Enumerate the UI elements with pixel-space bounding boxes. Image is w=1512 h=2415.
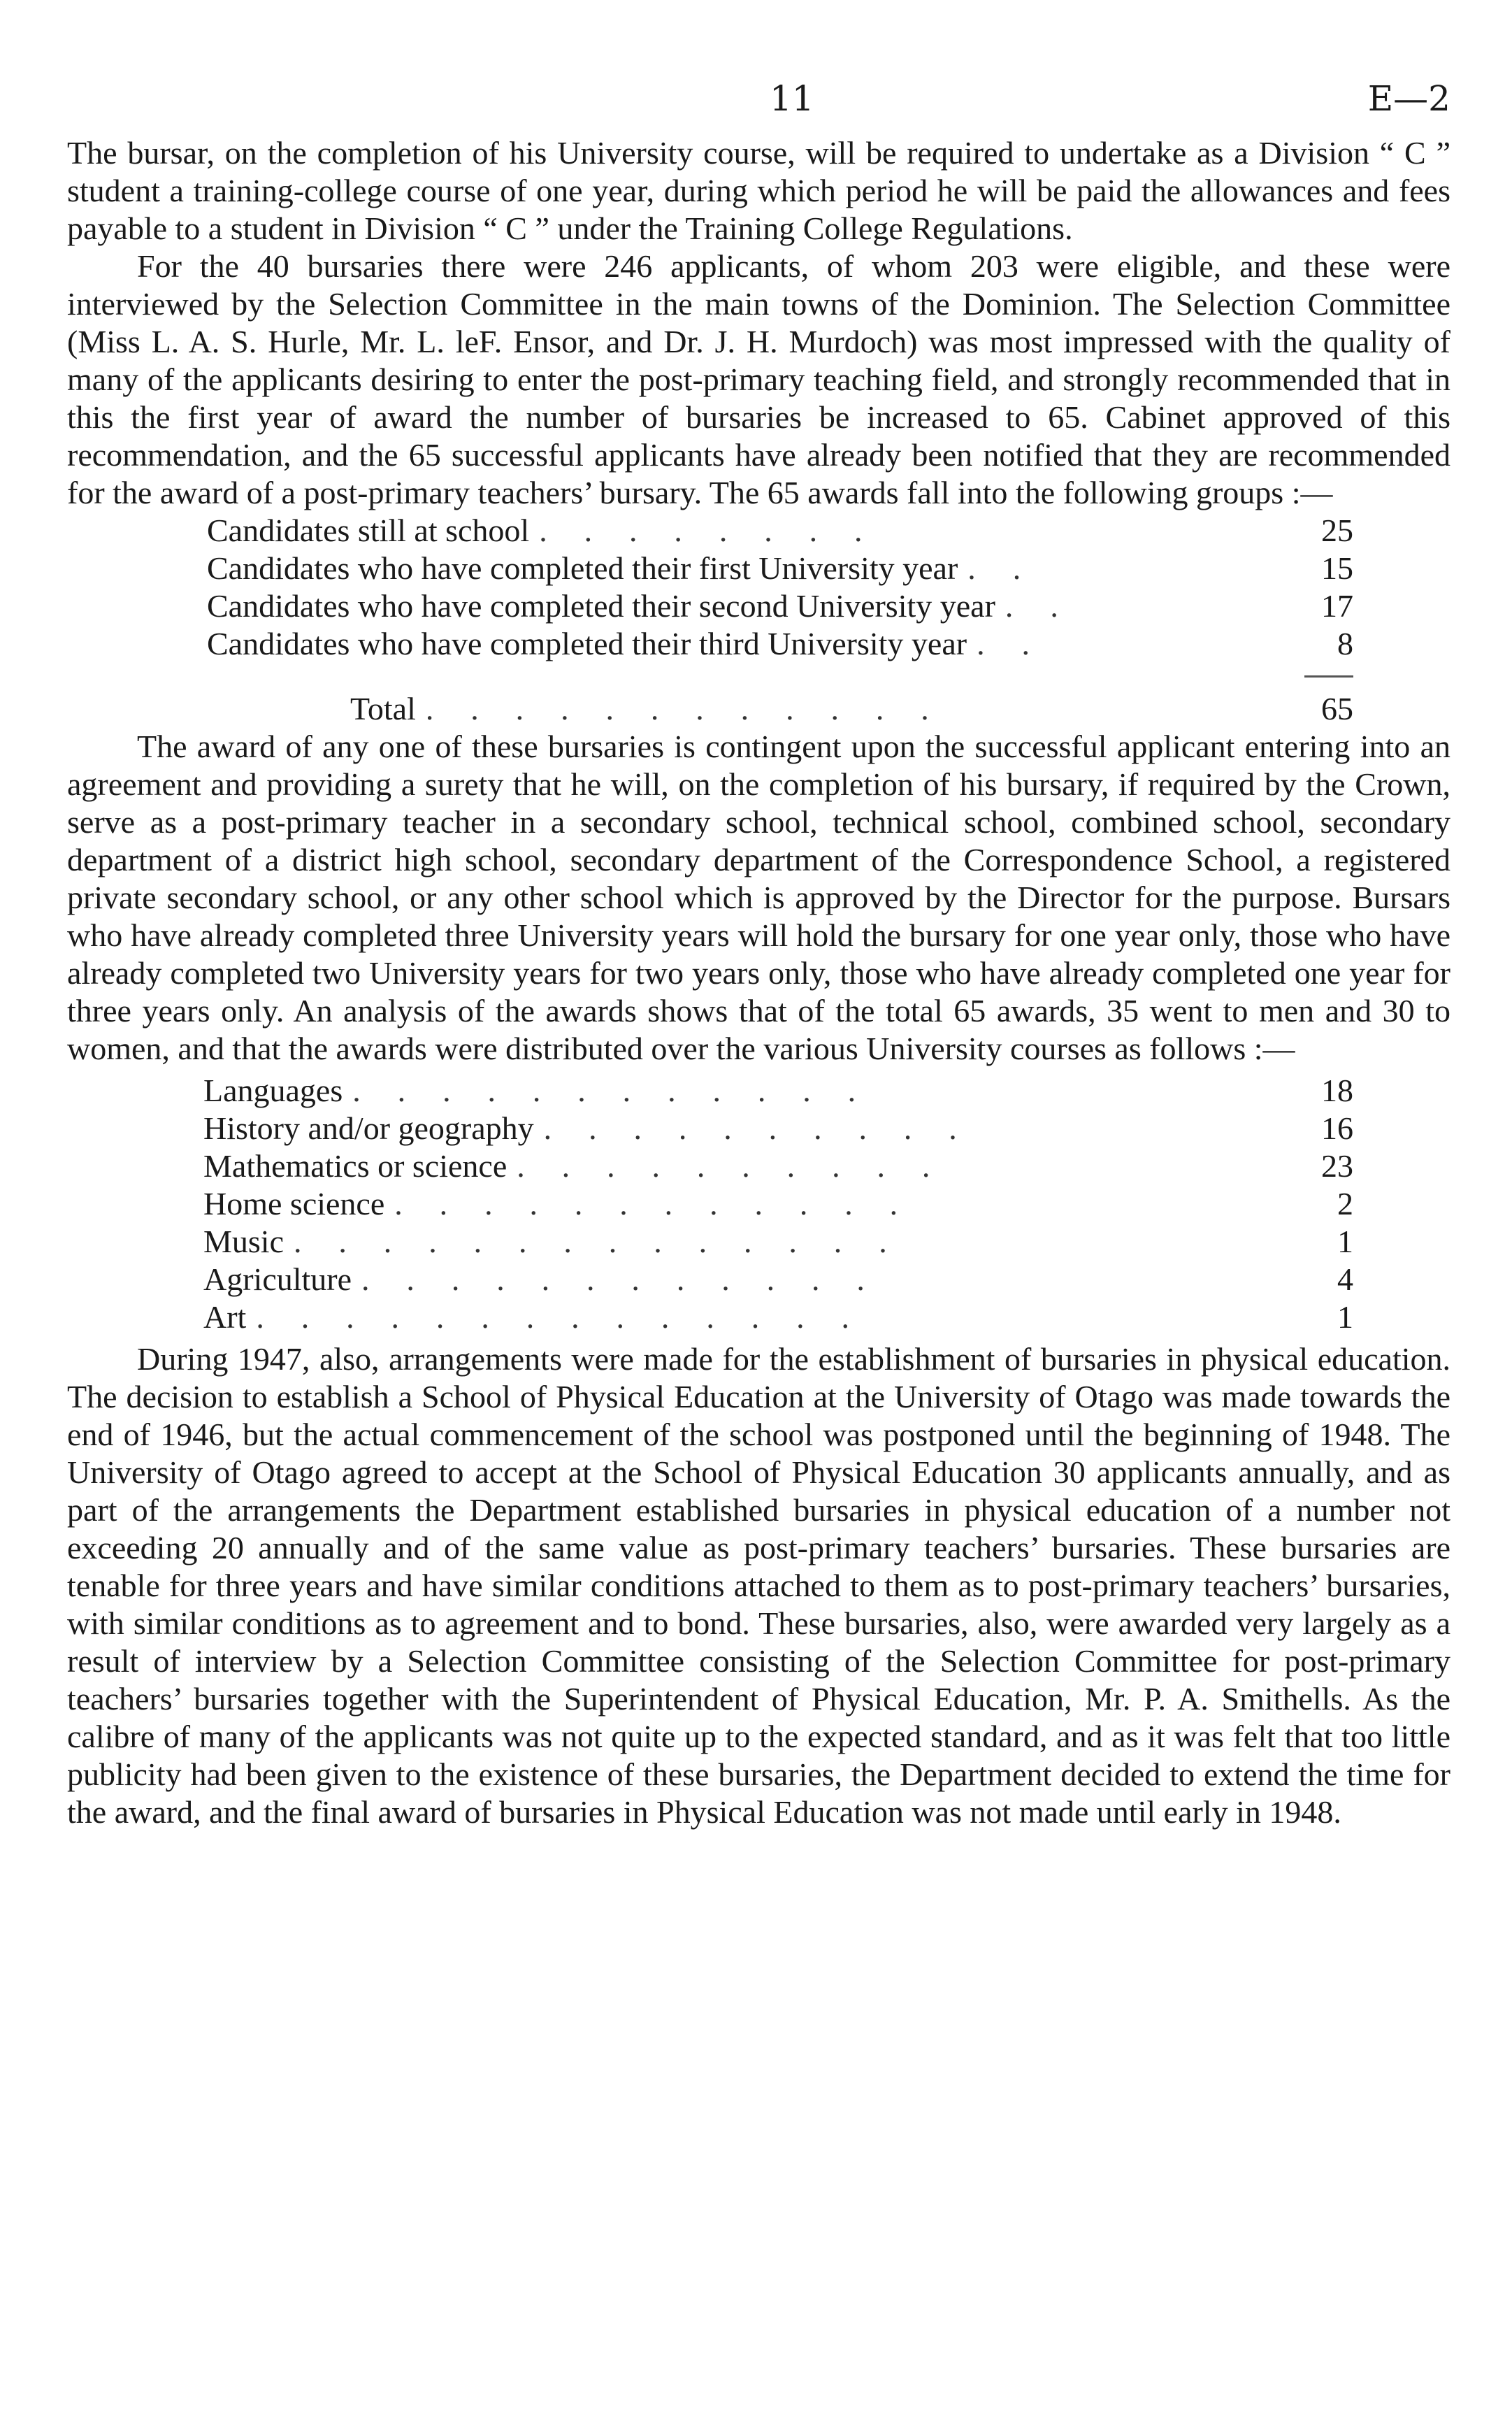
group-count: 17	[1321, 588, 1353, 624]
group-count: 25	[1321, 513, 1353, 548]
table-row	[203, 1072, 1353, 1110]
total-count: 65	[1321, 691, 1353, 726]
subject-count: 1	[1337, 1299, 1353, 1335]
dot-leader: . . . . . . . . . . . .	[425, 691, 944, 726]
group-label: Candidates still at school	[207, 513, 530, 548]
table-row	[203, 1298, 1353, 1336]
total-row-wrapper	[207, 690, 1353, 728]
dot-leader: . .	[977, 626, 1044, 661]
dot-leader: . .	[1005, 588, 1073, 624]
page-number: 11	[770, 78, 814, 119]
table-row	[203, 1223, 1353, 1261]
table-row	[207, 625, 1353, 663]
dot-leader: . . . . . . . . . . . . . .	[256, 1299, 864, 1335]
dot-leader: . . . . . . . . . . . .	[394, 1186, 912, 1221]
total-label: Total	[350, 691, 416, 726]
dot-leader: . .	[967, 550, 1035, 586]
award-groups-table	[207, 512, 1353, 728]
subject-count: 2	[1337, 1186, 1353, 1221]
table-row	[203, 1147, 1353, 1185]
subject-label: Languages	[203, 1073, 343, 1108]
table-row	[207, 550, 1353, 587]
dot-leader: . . . . . . . . . . . .	[361, 1261, 879, 1297]
subject-count: 4	[1337, 1261, 1353, 1297]
dot-leader: . . . . . . . . . .	[543, 1110, 972, 1146]
table-row	[203, 1185, 1353, 1223]
paragraph-physical-education: During 1947, also, arrangements were made for the establishment of bursaries in physical education. The decision to establish a School of Physical Education at the University of Otago was made towards the end of 1946, but the actual commencement of the school was postponed until the beginning of 1948. The University of Otago agreed to accept at the School of Physical Education 30 applicants annually, and as part of the arrangements the Department established bursaries in physical education of a number not exceeding 20 annually and of the same value as post-primary teachers’ bursaries. These bursaries are tenable for three years and have similar conditions attached to them as to post-primary teachers’ bursaries, with similar conditions as to agreement and to bond. These bursaries, also, were awarded very largely as a result of interview by a Selection Committee consisting of the Selection Committee for post-primary teachers’ bursaries together with the Superintendent of Physical Education, Mr. P. A. Smithells. As the calibre of many of the applicants was not quite up to the expected standard, and as it was felt that too little publicity had been given to the existence of these bursaries, the Department decided to extend the time for the award, and the final award of bursaries in Physical Education was not made until early in 1948.	[67, 1341, 1450, 1830]
subject-count: 16	[1321, 1110, 1353, 1146]
group-label: Candidates who have completed their first University year	[207, 550, 958, 586]
paragraph-bursar-training: The bursar, on the completion of his University course, will be required to undertake as a Division “ C ” student a training-college course of one year, during which period he will be paid the allowances and fees payable to a student in Division “ C ” under the Training College Regulations.	[67, 135, 1450, 246]
group-label: Candidates who have completed their third University year	[207, 626, 967, 661]
group-label: Candidates who have completed their second University year	[207, 588, 995, 624]
table-row	[207, 512, 1353, 550]
page-header	[67, 78, 1450, 134]
table-row	[203, 1261, 1353, 1298]
document-series-code: E—2	[1367, 78, 1450, 119]
total-rule	[1304, 675, 1353, 678]
group-count: 8	[1337, 626, 1353, 661]
subject-distribution-table	[203, 1072, 1353, 1336]
subject-count: 1	[1337, 1224, 1353, 1259]
subject-label: History and/or geography	[203, 1110, 534, 1146]
dot-leader: . . . . . . . . . . . . . .	[294, 1224, 902, 1259]
table-row	[203, 1110, 1353, 1147]
paragraph-applicants: For the 40 bursaries there were 246 applicants, of whom 203 were eligible, and these were interviewed by the Selection Committee in the main towns of the Dominion. The Selection Committee (Miss L. A. S. Hurle, Mr. L. leF. Ensor, and Dr. J. H. Murdoch) was most impressed with the quality of many of the applicants desiring to enter the post-primary teaching field, and strongly recommended that in this the first year of award the number of bursaries be increased to 65. Cabinet approved of this recommendation, and the 65 successful applicants have already been notified that they are recommended for the award of a post-primary teachers’ bursary. The 65 awards fall into the following groups :—	[67, 248, 1450, 510]
subject-label: Home science	[203, 1186, 385, 1221]
subject-label: Music	[203, 1224, 284, 1259]
dot-leader: . . . . . . . . . .	[517, 1148, 945, 1184]
subject-label: Mathematics or science	[203, 1148, 507, 1184]
subject-count: 18	[1321, 1073, 1353, 1108]
subject-count: 23	[1321, 1148, 1353, 1184]
dot-leader: . . . . . . . .	[539, 513, 877, 548]
subject-label: Art	[203, 1299, 247, 1335]
group-count: 15	[1321, 550, 1353, 586]
paragraph-award-conditions: The award of any one of these bursaries is contingent upon the successful applicant entering into an agreement and providing a surety that he will, on the completion of his bursary, if required by the Crown, serve as a post-primary teacher in a secondary school, technical school, combined school, secondary department of a district high school, secondary department of the Correspondence School, a registered private secondary school, or any other school which is approved by the Director for the purpose. Bursars who have already completed three University years will hold the bursary for one year only, those who have already completed two University years for two years only, those who have already completed one year for three years only. An analysis of the awards shows that of the total 65 awards, 35 went to men and 30 to women, and that the awards were distributed over the various University courses as follows :—	[67, 729, 1450, 1066]
dot-leader: . . . . . . . . . . . .	[352, 1073, 870, 1108]
table-row	[207, 587, 1353, 625]
total-row	[350, 690, 1353, 728]
subject-label: Agriculture	[203, 1261, 352, 1297]
